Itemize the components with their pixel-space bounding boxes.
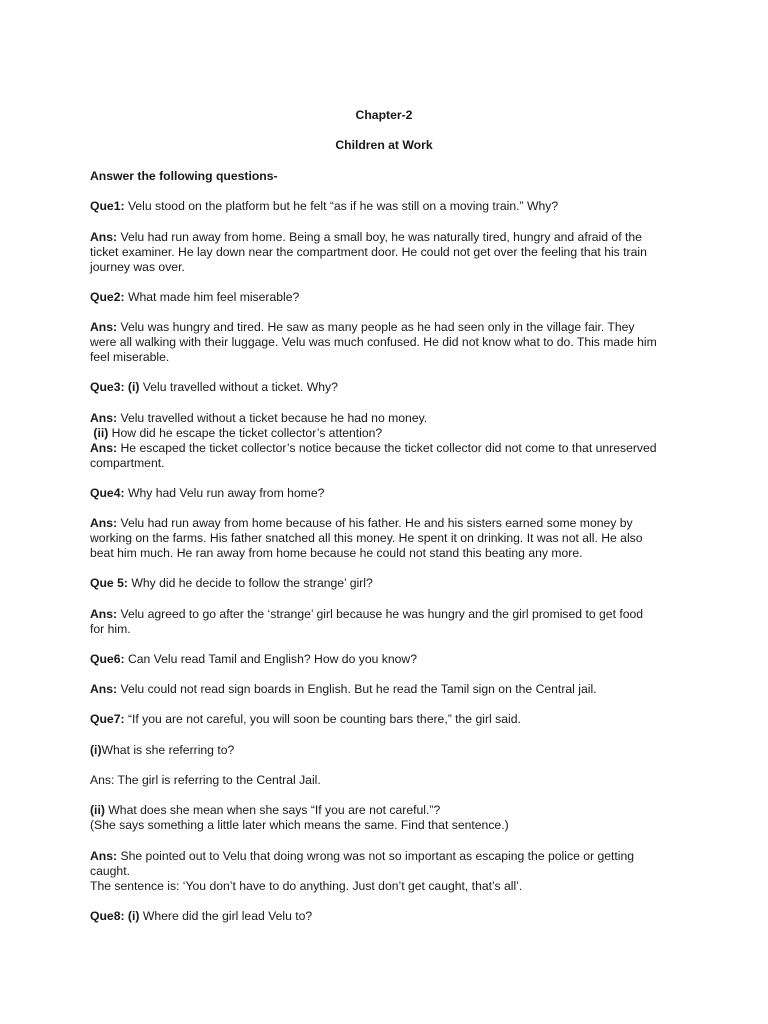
instruction-heading: Answer the following questions- [90, 169, 278, 183]
question-7-part-ii-note: (She says something a little later which means the same. Find that sentence.) [90, 818, 509, 832]
answer-5-line-2: for him. [90, 622, 131, 636]
question-2 [90, 290, 299, 305]
question-3-part-ii: (ii) How did he escape the ticket collector’s attention? [93, 426, 383, 440]
question-label: Que1: [90, 199, 125, 213]
answer-3-part-ii-line-1: Ans: He escaped the ticket collector’s notice because the ticket collector did not come to that unreserved [90, 441, 657, 455]
answer-5-line-1: Ans: Velu agreed to go after the ‘strange’ girl because he was hungry and the girl promised to get food [90, 607, 644, 621]
answer-label: Ans: [90, 682, 118, 696]
sub-question-label: (ii) [93, 426, 109, 440]
question-8 [90, 909, 312, 924]
answer-label: Ans: [90, 607, 118, 621]
answer-label: Ans: [90, 516, 118, 530]
answer-7-line-2: caught. [90, 864, 130, 878]
answer-4-line-1: Ans: Velu had run away from home because of his father. He and his sisters earned some money by [90, 516, 633, 530]
question-text: Velu stood on the platform but he felt “as if he was still on a moving train.” Why? [127, 199, 559, 213]
question-label: Que8: (i) [90, 909, 140, 923]
answer-6: Ans: Velu could not read sign boards in English. But he read the Tamil sign on the Central jail. [90, 682, 597, 696]
answer-4-line-3: beat him much. He ran away from home because he could not stand this beating any more. [90, 546, 583, 560]
chapter-title: Children at Work [335, 138, 433, 152]
question-label: Que7: [90, 712, 125, 726]
answer-4-line-2: working on the farms. His father snatched all this money. He spent it on drinking. It was not all. He also [90, 531, 643, 545]
answer-1-line-2: ticket examiner. He lay down near the compartment door. He could not get over the feeling that his train [90, 245, 647, 259]
question-text: Where did the girl lead Velu to? [142, 909, 313, 923]
question-label: Que2: [90, 290, 125, 304]
answer-2-line-2: were all walking with their luggage. Velu was much confused. He did not know what to do. This made him [90, 335, 657, 349]
question-text: “If you are not careful, you will soon be counting bars there,” the girl said. [127, 712, 521, 726]
answer-7-line-1: Ans: She pointed out to Velu that doing wrong was not so important as escaping the police or getting [90, 849, 635, 863]
answer-1-line-1: Ans: Velu had run away from home. Being a small boy, he was naturally tired, hungry and afraid of the [90, 230, 642, 244]
answer-label: Ans: [90, 849, 118, 863]
answer-3-part-ii-line-2: compartment. [90, 456, 165, 470]
question-label: Que6: [90, 652, 125, 666]
question-text: What made him feel miserable? [127, 290, 300, 304]
question-4 [90, 486, 324, 501]
answer-2-line-3: feel miserable. [90, 350, 170, 364]
answer-7-part-i: Ans: The girl is referring to the Central Jail. [90, 773, 321, 787]
answer-1-line-3: journey was over. [90, 260, 185, 274]
question-label: Que 5: [90, 576, 128, 590]
answer-label: Ans: [90, 411, 118, 425]
sub-question-label: (ii) [90, 803, 105, 817]
question-text: Velu travelled without a ticket. Why? [142, 380, 338, 394]
answer-label: Ans: [90, 230, 118, 244]
question-label: Que4: [90, 486, 125, 500]
question-6 [90, 652, 417, 667]
question-7-part-i: (i)What is she referring to? [90, 743, 235, 757]
question-1 [90, 199, 558, 214]
chapter-heading: Chapter-2 [355, 108, 413, 122]
question-text: Why had Velu run away from home? [127, 486, 325, 500]
answer-2-line-1: Ans: Velu was hungry and tired. He saw as many people as he had seen only in the village fair. They [90, 320, 635, 334]
question-3 [90, 380, 338, 395]
question-text: Why did he decide to follow the strange’ girl? [131, 576, 373, 590]
question-7-part-ii: (ii) What does she mean when she says “If you are not careful.”? [90, 803, 441, 817]
question-label: Que3: (i) [90, 380, 140, 394]
answer-label: Ans: [90, 320, 118, 334]
question-text: Can Velu read Tamil and English? How do you know? [127, 652, 418, 666]
sub-question-label: (i) [90, 743, 102, 757]
question-7 [90, 712, 521, 727]
answer-3-line-1: Ans: Velu travelled without a ticket because he had no money. [90, 411, 428, 425]
answer-7-sentence: The sentence is: ‘You don’t have to do anything. Just don’t get caught, that’s all’. [90, 879, 523, 893]
question-5 [90, 576, 373, 591]
answer-label: Ans: [90, 441, 118, 455]
